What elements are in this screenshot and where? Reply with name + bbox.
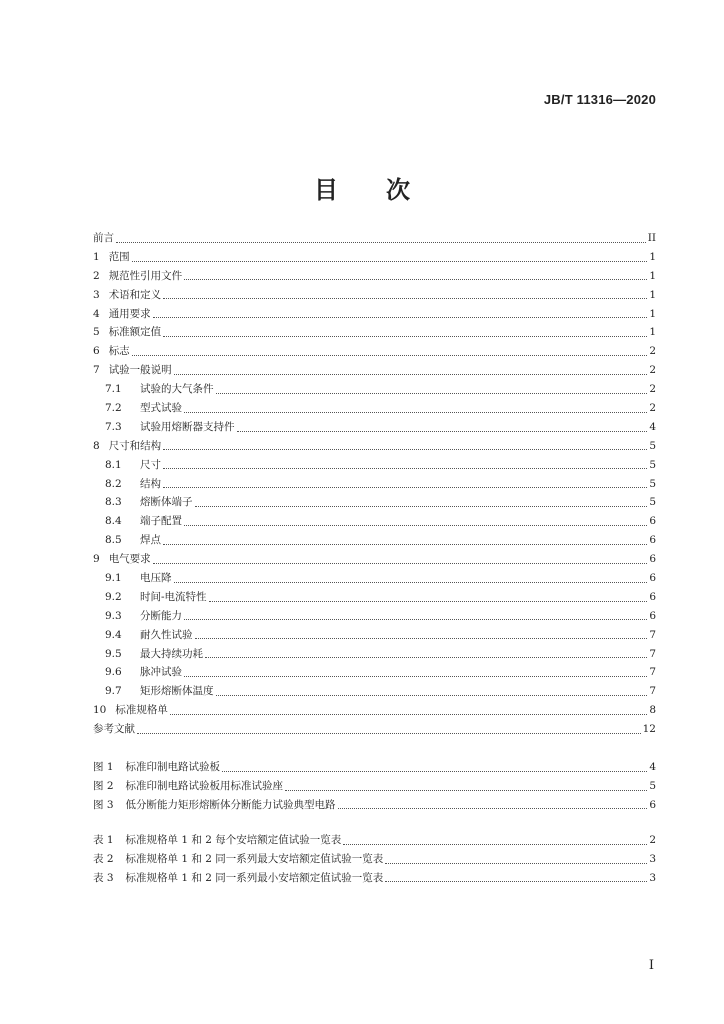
toc-entry[interactable] — [93, 475, 656, 494]
dot-leader — [184, 669, 647, 677]
entry-label: 术语和定义 — [108, 288, 162, 301]
entry-number: 9.7 — [105, 685, 122, 698]
toc-entry[interactable] — [93, 512, 656, 531]
entry-page: 6 — [649, 515, 656, 528]
entry-page: 6 — [649, 534, 656, 547]
entry-page: 6 — [649, 609, 656, 622]
entry-number: 8 — [93, 439, 100, 452]
entry-number: 8.1 — [105, 458, 122, 471]
entry-label: 最大持续功耗 — [140, 647, 203, 660]
entry-number: 表 1 — [93, 834, 114, 846]
entry-number: 6 — [93, 345, 100, 358]
dot-leader — [385, 855, 647, 863]
entry-label: 脉冲试验 — [140, 666, 182, 679]
toc-entry[interactable] — [93, 531, 656, 550]
entry-page: 7 — [649, 628, 656, 641]
dot-leader — [209, 593, 648, 601]
entry-page: 6 — [649, 572, 656, 585]
entry-page: 6 — [649, 590, 656, 603]
dot-leader — [116, 234, 646, 242]
entry-number: 图 3 — [93, 798, 114, 811]
dot-leader — [184, 404, 647, 412]
dot-leader — [343, 836, 647, 844]
dot-leader — [216, 688, 648, 696]
page-title: 目 次 — [314, 176, 410, 204]
entry-number: 10 — [93, 704, 107, 717]
toc-entry[interactable] — [93, 869, 656, 888]
toc-entry[interactable] — [93, 399, 656, 418]
dot-leader — [163, 461, 647, 469]
entry-page: 6 — [649, 798, 656, 811]
entry-page: 2 — [649, 345, 656, 358]
dot-leader — [285, 782, 647, 790]
toc-entry[interactable] — [93, 607, 656, 626]
toc-entry[interactable] — [93, 796, 656, 815]
entry-number: 7 — [93, 364, 100, 377]
entry-label: 型式试验 — [140, 402, 182, 415]
toc-entry[interactable] — [93, 229, 656, 248]
entry-number: 7.3 — [105, 420, 122, 433]
entry-number: 9.6 — [105, 666, 122, 679]
entry-number: 8.5 — [105, 534, 122, 547]
entry-page: 2 — [649, 402, 656, 415]
entry-label: 标准规格单 — [115, 704, 168, 717]
entry-label: 通用要求 — [108, 307, 151, 320]
entry-page: 5 — [649, 779, 656, 792]
entry-number: 8.4 — [105, 515, 122, 528]
toc-entry[interactable] — [93, 588, 656, 607]
toc-entry[interactable] — [93, 777, 656, 796]
dot-leader — [174, 367, 648, 375]
entry-number: 表 2 — [93, 852, 114, 865]
entry-number: 图 1 — [93, 761, 114, 773]
entry-label: 耐久性试验 — [140, 628, 193, 641]
toc-entry[interactable] — [93, 323, 656, 342]
dot-leader — [385, 874, 647, 882]
entry-number: 表 3 — [93, 871, 114, 884]
toc-entry[interactable] — [93, 663, 656, 682]
entry-number: 8.2 — [105, 477, 122, 490]
toc-entry[interactable] — [93, 380, 656, 399]
dot-leader — [132, 253, 648, 261]
entry-label: 标准印制电路试验板 — [125, 761, 221, 773]
dot-leader — [216, 385, 648, 393]
entry-label: 试验一般说明 — [108, 364, 172, 377]
entry-number: 图 2 — [93, 779, 114, 792]
toc-entry[interactable] — [93, 645, 656, 664]
toc-entry[interactable] — [93, 850, 656, 869]
toc-entry[interactable] — [93, 493, 656, 512]
entry-label: 电压降 — [140, 572, 172, 585]
dot-leader — [222, 763, 647, 771]
toc-entry[interactable] — [93, 305, 656, 324]
dot-leader — [184, 518, 647, 526]
dot-leader — [338, 801, 648, 809]
entry-label: 标准规格单 1 和 2 同一系列最小安培额定值试验一览表 — [125, 871, 384, 884]
entry-page: 6 — [649, 553, 656, 566]
dot-leader — [137, 725, 641, 733]
entry-label: 矩形熔断体温度 — [140, 685, 214, 698]
toc-entry[interactable] — [93, 248, 656, 267]
figure-list — [93, 758, 656, 815]
entry-label: 标志 — [108, 345, 130, 358]
table-list — [93, 831, 656, 888]
entry-page: 1 — [649, 269, 656, 282]
entry-page: 7 — [649, 647, 656, 660]
entry-label: 结构 — [140, 477, 161, 490]
entry-page: 3 — [649, 871, 656, 884]
entry-number: 4 — [93, 307, 100, 320]
entry-label: 电气要求 — [108, 553, 151, 566]
toc-entry[interactable] — [93, 550, 656, 569]
entry-number: 7.1 — [105, 383, 122, 396]
toc-entry[interactable] — [93, 720, 656, 739]
entry-label: 分断能力 — [140, 609, 182, 622]
toc-entry[interactable] — [93, 831, 656, 850]
entry-page: 7 — [649, 685, 656, 698]
entry-label: 标准规格单 1 和 2 每个安培额定值试验一览表 — [125, 834, 342, 846]
dot-leader — [184, 272, 647, 280]
entry-number: 9.4 — [105, 628, 122, 641]
dot-leader — [170, 707, 647, 715]
entry-label: 标准规格单 1 和 2 同一系列最大安培额定值试验一览表 — [125, 852, 384, 865]
toc-entry[interactable] — [93, 267, 656, 286]
dot-leader — [163, 442, 647, 450]
entry-number: 7.2 — [105, 402, 122, 415]
entry-label: 时间-电流特性 — [140, 590, 207, 603]
dot-leader — [163, 537, 647, 545]
dot-leader — [174, 574, 648, 582]
toc-entry[interactable] — [93, 286, 656, 305]
toc-entry[interactable] — [93, 418, 656, 437]
page-number: I — [648, 958, 654, 973]
entry-number: 9.2 — [105, 590, 122, 603]
toc-entry[interactable] — [93, 342, 656, 361]
toc-entry[interactable] — [93, 626, 656, 645]
entry-page: 5 — [649, 439, 656, 452]
entry-page: 1 — [649, 288, 656, 301]
entry-page: 1 — [649, 307, 656, 320]
entry-page: 5 — [649, 496, 656, 509]
entry-page: 1 — [649, 250, 656, 263]
entry-page: 12 — [642, 723, 656, 736]
entry-label: 标准印制电路试验板用标准试验座 — [125, 779, 284, 792]
entry-number: 5 — [93, 326, 100, 339]
entry-label: 前言 — [93, 232, 114, 244]
entry-label: 规范性引用文件 — [108, 269, 183, 282]
toc-entry[interactable] — [93, 682, 656, 701]
entry-label: 低分断能力矩形熔断体分断能力试验典型电路 — [125, 798, 336, 811]
entry-label: 标准额定值 — [108, 326, 162, 339]
entry-page: 5 — [649, 477, 656, 490]
entry-page: 3 — [649, 852, 656, 865]
entry-label: 熔断体端子 — [140, 496, 193, 509]
dot-leader — [195, 631, 648, 639]
toc-entry[interactable] — [93, 701, 656, 720]
toc-entry[interactable] — [93, 456, 656, 475]
standard-code: JB/T 11316—2020 — [543, 92, 656, 107]
entry-label: 尺寸 — [140, 458, 161, 471]
entry-label: 参考文献 — [93, 723, 135, 736]
entry-number: 9 — [93, 553, 100, 566]
dot-leader — [163, 291, 647, 299]
entry-number: 2 — [93, 269, 100, 282]
entry-label: 试验用熔断器支持件 — [140, 420, 235, 433]
entry-page: 5 — [649, 458, 656, 471]
entry-number: 9.3 — [105, 609, 122, 622]
dot-leader — [195, 499, 648, 507]
dot-leader — [153, 555, 648, 563]
dot-leader — [237, 423, 648, 431]
dot-leader — [163, 480, 647, 488]
entry-page: 8 — [649, 704, 656, 717]
entry-number: 8.3 — [105, 496, 122, 509]
dot-leader — [184, 612, 647, 620]
entry-label: 尺寸和结构 — [108, 439, 162, 452]
dot-leader — [132, 348, 648, 356]
dot-leader — [163, 329, 647, 337]
entry-number: 3 — [93, 288, 100, 301]
dot-leader — [205, 650, 647, 658]
toc-entry[interactable] — [93, 569, 656, 588]
entry-page: 2 — [649, 834, 656, 846]
toc-entry[interactable] — [93, 758, 656, 777]
entry-page: 2 — [649, 364, 656, 377]
entry-number: 9.5 — [105, 647, 122, 660]
entry-number: 1 — [93, 250, 100, 263]
toc-entry[interactable] — [93, 361, 656, 380]
entry-number: 9.1 — [105, 572, 122, 585]
entry-label: 焊点 — [140, 534, 161, 547]
entry-label: 范围 — [108, 250, 130, 263]
entry-page: 1 — [649, 326, 656, 339]
entry-label: 试验的大气条件 — [140, 383, 214, 396]
entry-page: 7 — [649, 666, 656, 679]
entry-page: 2 — [649, 383, 656, 396]
entry-page: II — [647, 232, 656, 244]
toc-list — [93, 229, 656, 739]
entry-page: 4 — [649, 420, 656, 433]
entry-page: 4 — [649, 761, 656, 773]
dot-leader — [153, 310, 648, 318]
entry-label: 端子配置 — [140, 515, 182, 528]
toc-entry[interactable] — [93, 437, 656, 456]
